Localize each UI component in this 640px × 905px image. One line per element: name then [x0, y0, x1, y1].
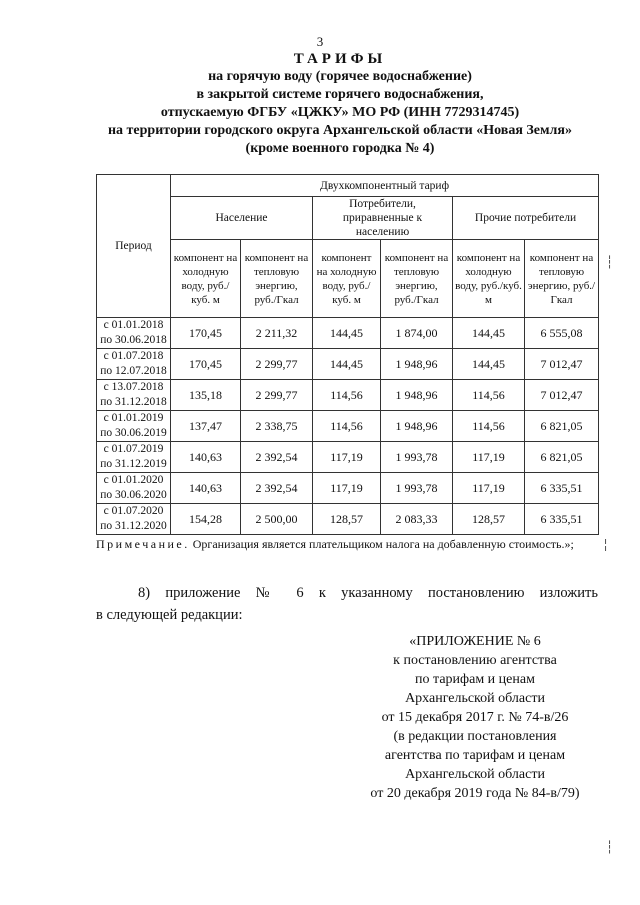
group-header: Население	[171, 197, 313, 240]
tariff-value: 128,57	[313, 504, 381, 535]
tariff-value: 137,47	[171, 411, 241, 442]
appendix-line: Архангельской области	[405, 767, 545, 782]
tariff-value: 1 948,96	[381, 380, 453, 411]
tariff-value: 128,57	[453, 504, 525, 535]
table-row	[97, 349, 599, 380]
tariff-value: 144,45	[453, 349, 525, 380]
tariff-table	[96, 174, 599, 535]
period-from: с 01.07.2018	[103, 350, 164, 362]
appendix-line: (в редакции постановления	[393, 729, 557, 744]
tariff-value: 117,19	[453, 473, 525, 504]
page-number: 3	[316, 34, 324, 49]
table-row	[97, 380, 599, 411]
tariff-header: Двухкомпонентный тариф	[171, 175, 599, 197]
tariff-value: 6 555,08	[525, 318, 599, 349]
period-from: с 01.01.2019	[103, 412, 164, 424]
tariff-value: 144,45	[453, 318, 525, 349]
table-row	[97, 504, 599, 535]
tariff-value: 170,45	[171, 349, 241, 380]
tariff-value: 2 299,77	[241, 349, 313, 380]
tariff-value: 2 338,75	[241, 411, 313, 442]
period-header: Период	[97, 175, 171, 318]
note-text: Организация является плательщиком налога на добавленную стоимость.»;	[192, 537, 574, 551]
tariff-value: 117,19	[313, 473, 381, 504]
tariff-value: 6 821,05	[525, 411, 599, 442]
period-cell	[97, 442, 171, 473]
tariff-value: 7 012,47	[525, 349, 599, 380]
group-header: Потребители, приравненные к населению	[313, 197, 453, 240]
period-to: по 31.12.2020	[100, 520, 167, 532]
tariff-value: 114,56	[453, 380, 525, 411]
period-cell	[97, 380, 171, 411]
tariff-value: 1 948,96	[381, 349, 453, 380]
tariff-value: 1 948,96	[381, 411, 453, 442]
period-to: по 30.06.2019	[100, 427, 167, 439]
period-cell	[97, 318, 171, 349]
period-to: по 31.12.2018	[100, 396, 167, 408]
title-line: отпускаемую ФГБУ «ЦЖКУ» МО РФ (ИНН 7729314745)	[160, 105, 520, 120]
tariff-value: 2 392,54	[241, 442, 313, 473]
tariff-value: 2 211,32	[241, 318, 313, 349]
paragraph-line: в следующей редакции:	[96, 607, 243, 623]
period-from: с 01.07.2019	[103, 443, 164, 455]
appendix-heading	[330, 632, 620, 803]
tariff-value: 2 500,00	[241, 504, 313, 535]
tariff-value: 6 335,51	[525, 504, 599, 535]
period-cell	[97, 349, 171, 380]
title-line: на территории городского округа Архангельской области «Новая Земля»	[107, 123, 572, 138]
tariff-value: 1 993,78	[381, 442, 453, 473]
table-row	[97, 318, 599, 349]
appendix-line: агентства по тарифам и ценам	[384, 748, 566, 763]
period-from: с 01.07.2020	[103, 505, 164, 517]
title-heading: ТАРИФЫ	[293, 51, 387, 67]
tariff-value: 117,19	[453, 442, 525, 473]
group-header: Прочие потребители	[453, 197, 599, 240]
tariff-value: 6 821,05	[525, 442, 599, 473]
note	[96, 536, 596, 553]
period-from: с 01.01.2020	[103, 474, 164, 486]
appendix-line: Архангельской области	[405, 691, 545, 706]
tariff-value: 114,56	[313, 411, 381, 442]
tariff-value: 2 392,54	[241, 473, 313, 504]
tariff-value: 6 335,51	[525, 473, 599, 504]
component-header: компонент на холодную воду, руб./куб. м	[313, 240, 381, 318]
component-header: компонент на тепловую энергию, руб./Гкал	[525, 240, 599, 318]
appendix-line: от 20 декабря 2019 года № 84-в/79)	[370, 786, 580, 801]
tariff-value: 7 012,47	[525, 380, 599, 411]
period-cell	[97, 473, 171, 504]
tariff-value: 144,45	[313, 318, 381, 349]
tariff-value: 1 874,00	[381, 318, 453, 349]
tariff-value: 144,45	[313, 349, 381, 380]
amendment-paragraph	[96, 582, 598, 626]
period-from: с 01.01.2018	[103, 319, 164, 331]
appendix-line: по тарифам и ценам	[415, 672, 535, 687]
tariff-value: 135,18	[171, 380, 241, 411]
tariff-value: 140,63	[171, 442, 241, 473]
title-line: (кроме военного городка № 4)	[245, 141, 435, 156]
note-label: Примечание.	[96, 537, 190, 551]
component-header: компонент на холодную воду, руб./куб. м	[171, 240, 241, 318]
period-to: по 30.06.2018	[100, 334, 167, 346]
component-header: компонент на тепловую энергию, руб./Гкал	[381, 240, 453, 318]
scan-mark: ╎	[602, 538, 610, 552]
period-to: по 31.12.2019	[100, 458, 167, 470]
document-title	[60, 50, 620, 158]
paragraph-line: 8) приложение № 6 к указанному постановлению изложить	[138, 585, 598, 601]
appendix-line: от 15 декабря 2017 г. № 74-в/26	[381, 710, 569, 725]
title-line: в закрытой системе горячего водоснабжения,	[196, 87, 484, 102]
appendix-line: «ПРИЛОЖЕНИЕ № 6	[409, 634, 541, 649]
appendix-line: к постановлению агентства	[393, 653, 557, 668]
tariff-value: 2 083,33	[381, 504, 453, 535]
period-cell	[97, 411, 171, 442]
tariff-value: 117,19	[313, 442, 381, 473]
table-row	[97, 473, 599, 504]
tariff-value: 2 299,77	[241, 380, 313, 411]
period-cell	[97, 504, 171, 535]
period-from: с 13.07.2018	[103, 381, 164, 393]
tariff-value: 170,45	[171, 318, 241, 349]
scan-mark: ┆	[606, 255, 614, 269]
tariff-value: 114,56	[453, 411, 525, 442]
title-line: на горячую воду (горячее водоснабжение)	[208, 69, 472, 84]
scan-mark: ┆	[606, 840, 614, 854]
tariff-value: 114,56	[313, 380, 381, 411]
table-row	[97, 411, 599, 442]
table-row	[97, 442, 599, 473]
tariff-value: 154,28	[171, 504, 241, 535]
component-header: компонент на холодную воду, руб./куб. м	[453, 240, 525, 318]
period-to: по 12.07.2018	[100, 365, 167, 377]
tariff-value: 1 993,78	[381, 473, 453, 504]
period-to: по 30.06.2020	[100, 489, 167, 501]
component-header: компонент на тепловую энергию, руб./Гкал	[241, 240, 313, 318]
tariff-value: 140,63	[171, 473, 241, 504]
table-body	[97, 318, 599, 535]
